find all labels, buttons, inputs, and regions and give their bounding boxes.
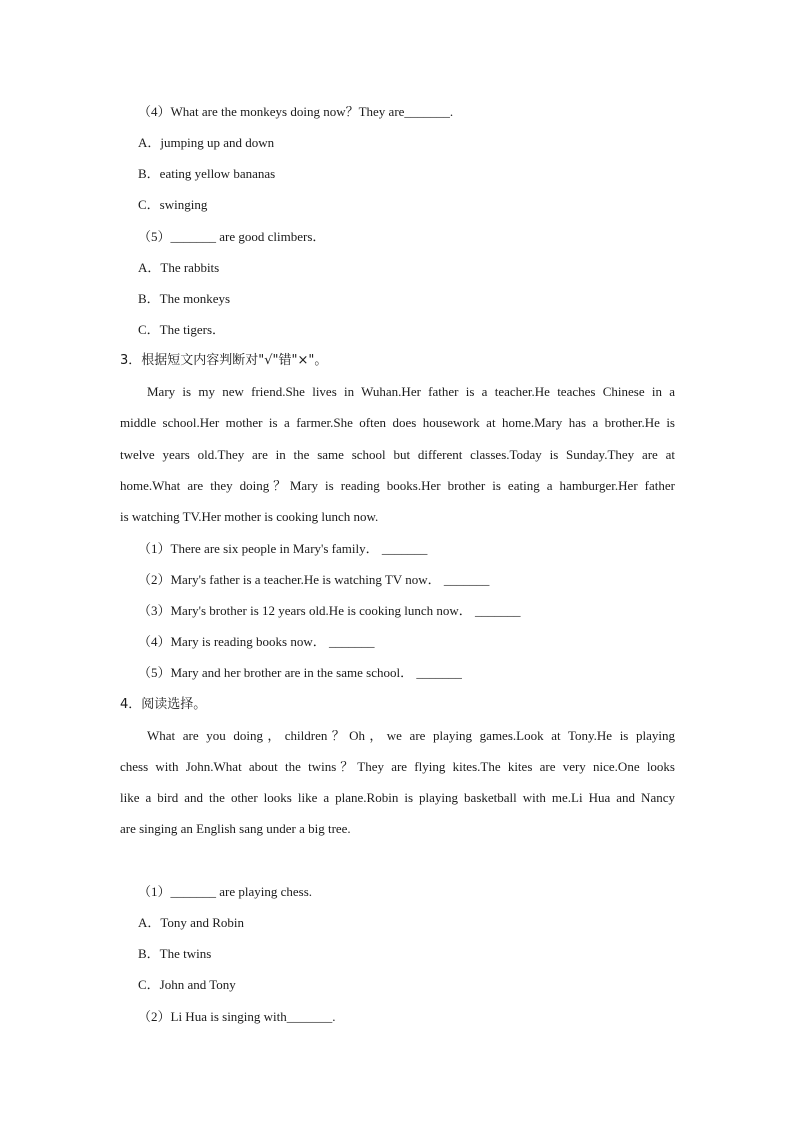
section-3-heading: 3．根据短文内容判断对"√"错"×"。 bbox=[120, 353, 328, 368]
passage-line: middle school.Her mother is a farmer.She often does housework at home.Mary has a brother.He is bbox=[120, 415, 675, 430]
s4-q1-option-a: A．Tony and Robin bbox=[138, 915, 244, 930]
passage-line: What are you doing，children？Oh，we are playing games.Look at Tony.He is playing bbox=[147, 728, 675, 743]
q4-option-a: A．jumping up and down bbox=[138, 135, 275, 150]
passage-line: is watching TV.Her mother is cooking lunch now. bbox=[120, 509, 379, 524]
q5-option-c: C．The tigers． bbox=[138, 322, 226, 337]
section-4-heading: 4．阅读选择。 bbox=[120, 697, 207, 712]
s4-question-1-text: （1）_______ are playing chess. bbox=[138, 884, 313, 899]
statement-5: （5）Mary and her brother are in the same school． _______ bbox=[138, 665, 462, 680]
statement-3: （3）Mary's brother is 12 years old.He is cooking lunch now． _______ bbox=[138, 603, 521, 618]
s4-q1-option-c: C．John and Tony bbox=[138, 977, 236, 992]
passage-line: home.What are they doing？Mary is reading books.Her brother is eating a hamburger.Her father bbox=[120, 478, 675, 493]
statement-1: （1）There are six people in Mary's family． _______ bbox=[138, 541, 428, 556]
statement-2: （2）Mary's father is a teacher.He is watching TV now． _______ bbox=[138, 572, 490, 587]
passage-line: twelve years old.They are in the same school but different classes.Today is Sunday.They are at bbox=[120, 447, 675, 462]
s4-q1-option-b: B．The twins bbox=[138, 946, 212, 961]
q5-option-b: B．The monkeys bbox=[138, 291, 231, 306]
passage-line: chess with John.What about the twins？They are flying kites.The kites are very nice.One looks bbox=[120, 759, 675, 774]
q4-option-c: C．swinging bbox=[138, 197, 208, 212]
question-5-text: （5）_______ are good climbers． bbox=[138, 229, 326, 244]
passage-line: are singing an English sang under a big tree. bbox=[120, 821, 351, 836]
statement-4: （4）Mary is reading books now． _______ bbox=[138, 634, 375, 649]
s4-question-2-text: （2）Li Hua is singing with_______. bbox=[138, 1009, 336, 1024]
passage-line: Mary is my new friend.She lives in Wuhan.Her father is a teacher.He teaches Chinese in a bbox=[147, 384, 675, 399]
question-4-text: （4）What are the monkeys doing now？They are_______. bbox=[138, 104, 454, 119]
q5-option-a: A．The rabbits bbox=[138, 260, 220, 275]
q4-option-b: B．eating yellow bananas bbox=[138, 166, 276, 181]
passage-line: like a bird and the other looks like a plane.Robin is playing basketball with me.Li Hua and Nancy bbox=[120, 790, 675, 805]
